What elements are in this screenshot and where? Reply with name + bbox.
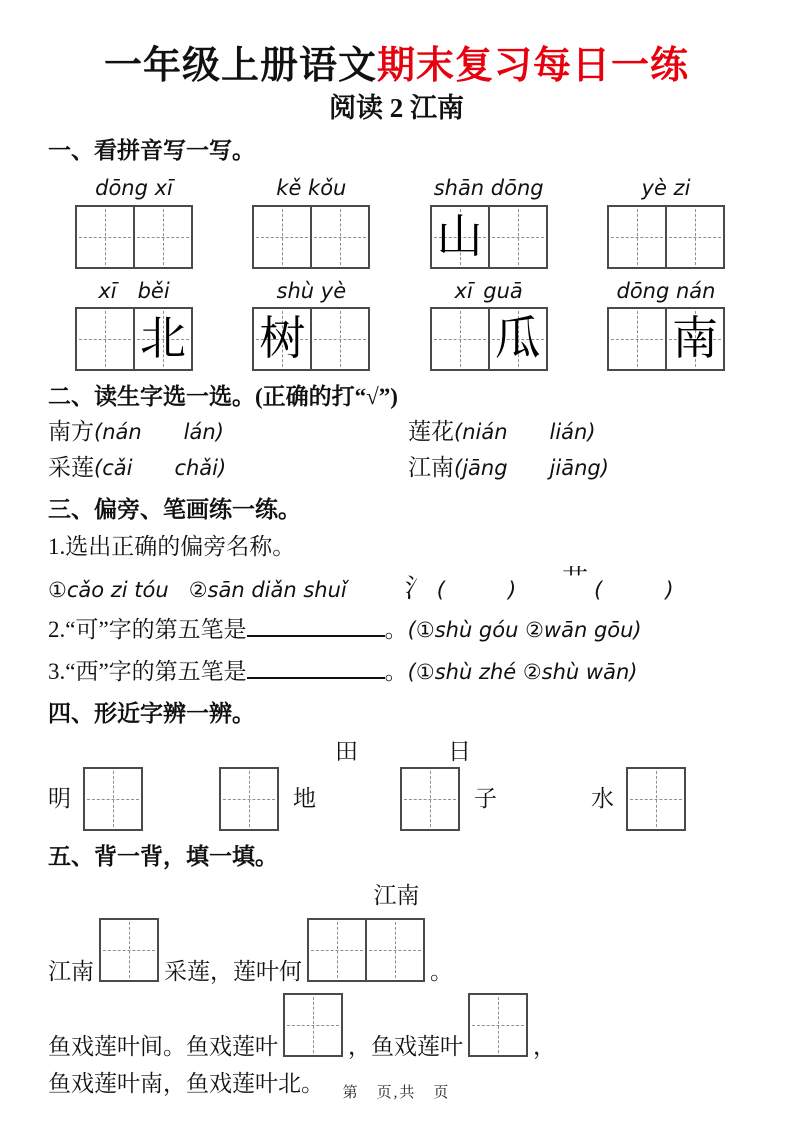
pinyin-label: shān dōng: [433, 176, 544, 201]
handwritten-answer: [254, 207, 310, 267]
poem-text: ，: [533, 1034, 556, 1060]
writing-cell: [488, 309, 546, 369]
handwritten-answer: [77, 207, 133, 267]
pinyin-write-group: [252, 176, 370, 268]
choice-char-tian: 田: [335, 738, 358, 764]
writing-cell: [488, 207, 546, 267]
writing-cell: [432, 207, 488, 267]
title-review-part: 期末复习每日一练: [377, 45, 690, 87]
title-course-part: 一年级上册语文: [103, 45, 377, 87]
writing-cell: [470, 995, 526, 1055]
poem-text: 采莲，莲叶何: [164, 959, 302, 985]
writing-cell: [310, 207, 368, 267]
handwritten-answer: [135, 207, 191, 267]
fill-item-di: [219, 767, 316, 831]
handwritten-answer: [432, 309, 488, 369]
question-punct: 。: [384, 617, 408, 643]
pinyin-write-group: [430, 176, 548, 268]
pinyin-options: (nán lán): [94, 419, 224, 444]
handwritten-answer: 南: [671, 312, 718, 364]
pinyin-label: xī guā: [454, 278, 523, 303]
tianzige-grid: [75, 205, 193, 269]
section-5-heading: 五、背一背，填一填。: [48, 843, 278, 869]
poem-fill-line-2: [48, 993, 745, 1062]
given-char: 明: [48, 785, 71, 811]
pinyin-write-row-2: [75, 279, 725, 371]
word-choice-item: [408, 452, 745, 484]
pinyin-options: (jāng jiāng): [454, 455, 609, 480]
word-choice-item: [408, 416, 745, 448]
question-punct: 。: [384, 658, 408, 684]
word: 江南: [408, 454, 454, 480]
tianzige-box: [307, 918, 425, 982]
given-char: 子: [474, 785, 497, 811]
tianzige-box: [468, 993, 528, 1057]
word: 莲花: [408, 418, 454, 444]
pinyin-label: dōng nán: [616, 278, 716, 303]
fill-item-shui: [591, 767, 686, 831]
page-number-footer: 第 页,共 页: [342, 1085, 451, 1101]
page-subtitle: 阅读 2 江南: [329, 92, 464, 123]
similar-char-fill-row: [48, 767, 745, 831]
word: 南方: [48, 418, 94, 444]
tianzige-box: [400, 767, 460, 831]
poem-text: 鱼戏莲叶间。鱼戏莲叶: [48, 1034, 278, 1060]
tianzige-box: [219, 767, 279, 831]
writing-cell: [609, 207, 665, 267]
word-choice-item: [48, 452, 408, 484]
pinyin-label: shù yè: [276, 278, 347, 303]
handwritten-answer: [490, 207, 546, 267]
radical-option-2: ②sān diǎn shuǐ: [188, 578, 347, 603]
writing-cell: [402, 769, 458, 829]
section-4-heading: 四、形近字辨一辨。: [48, 700, 255, 726]
writing-cell: [221, 769, 277, 829]
pinyin-label: kě kǒu: [276, 176, 347, 201]
pinyin-options: (cǎi chǎi): [94, 455, 227, 480]
radical-option-1: ①cǎo zi tóu: [48, 578, 169, 603]
poem-text: ，鱼戏莲叶: [348, 1034, 463, 1060]
stroke-options: (①shù góu ②wān gōu): [407, 618, 642, 643]
writing-cell: [77, 309, 133, 369]
writing-cell: [133, 207, 191, 267]
section-2-heading: 二、读生字选一选。(正确的打“√”): [48, 383, 398, 409]
similar-char-choices: [48, 733, 745, 765]
handwritten-answer: 瓜: [494, 312, 541, 364]
writing-cell: [133, 309, 191, 369]
tianzige-box: [283, 993, 343, 1057]
writing-cell: [309, 920, 365, 980]
writing-cell: [609, 309, 665, 369]
writing-cell: [665, 309, 723, 369]
pinyin-write-group: [75, 279, 193, 371]
poem-text: 江南: [48, 959, 94, 985]
page-title: [48, 44, 745, 90]
handwritten-answer: [609, 207, 665, 267]
writing-cell: [254, 309, 310, 369]
pinyin-write-group: [75, 176, 193, 268]
handwritten-answer: [77, 309, 133, 369]
stroke-question-2: [48, 614, 745, 646]
pinyin-write-group: [607, 176, 725, 268]
writing-cell: [77, 207, 133, 267]
handwritten-answer: 树: [259, 312, 306, 364]
tianzige-box: [83, 767, 143, 831]
writing-cell: [432, 309, 488, 369]
radical-options-line: [48, 565, 745, 605]
tianzige-grid: [607, 307, 725, 371]
handwritten-answer: [667, 207, 723, 267]
answer-blank: [247, 631, 385, 637]
answer-blank: [247, 673, 385, 679]
writing-cell: [254, 207, 310, 267]
pinyin-options: (nián lián): [454, 419, 596, 444]
pinyin-label: xī běi: [98, 278, 170, 303]
pinyin-write-group: [252, 279, 370, 371]
fill-item-ming: [48, 767, 143, 831]
section-3-heading: 三、偏旁、笔画练一练。: [48, 497, 301, 523]
word-choice-item: [48, 416, 408, 448]
poem-fill-line-1: [48, 918, 745, 987]
stroke-options: (①shù zhé ②shù wān): [407, 659, 638, 684]
handwritten-answer: [312, 309, 368, 369]
writing-cell: [365, 920, 423, 980]
handwritten-answer: 北: [140, 312, 186, 364]
poem-line-3: 鱼戏莲叶南，鱼戏莲叶北。: [48, 1070, 324, 1096]
choice-char-ri: 日: [448, 738, 471, 764]
pinyin-write-group: [607, 279, 725, 371]
fill-item-zi: [400, 767, 497, 831]
tianzige-grid: [75, 307, 193, 371]
given-char: 水: [591, 785, 614, 811]
pinyin-label: dōng xī: [95, 176, 173, 201]
writing-cell: [665, 207, 723, 267]
writing-cell: [85, 769, 141, 829]
pinyin-label: yè zi: [641, 176, 691, 201]
given-char: 地: [293, 785, 316, 811]
question-prefix: 3.“西”字的第五笔是: [48, 658, 247, 684]
answer-paren-1: ( ): [436, 578, 517, 603]
grass-radical: 艹: [562, 565, 589, 595]
handwritten-answer: [609, 309, 665, 369]
answer-paren-2: ( ): [594, 578, 674, 603]
water-radical: 氵: [404, 574, 431, 604]
writing-cell: [101, 920, 157, 980]
tianzige-grid: [430, 307, 548, 371]
question-prefix: 2.“可”字的第五笔是: [48, 617, 247, 643]
handwritten-answer: 山: [436, 210, 483, 262]
writing-cell: [285, 995, 341, 1055]
choose-pronunciation-list: [48, 416, 745, 484]
writing-cell: [628, 769, 684, 829]
tianzige-grid: [607, 205, 725, 269]
tianzige-box: [99, 918, 159, 982]
radical-question-prompt: 1.选出正确的偏旁名称。: [48, 534, 296, 560]
poem-title: 江南: [373, 882, 420, 908]
stroke-question-3: [48, 656, 745, 688]
pinyin-write-group: [430, 279, 548, 371]
tianzige-grid: [252, 205, 370, 269]
section-1-heading: 一、看拼音写一写。: [48, 138, 255, 164]
pinyin-write-row-1: [75, 176, 725, 268]
tianzige-grid: [430, 205, 548, 269]
tianzige-grid: [252, 307, 370, 371]
word: 采莲: [48, 454, 94, 480]
tianzige-box: [626, 767, 686, 831]
handwritten-answer: [312, 207, 368, 267]
writing-cell: [310, 309, 368, 369]
poem-text: 。: [430, 959, 453, 985]
